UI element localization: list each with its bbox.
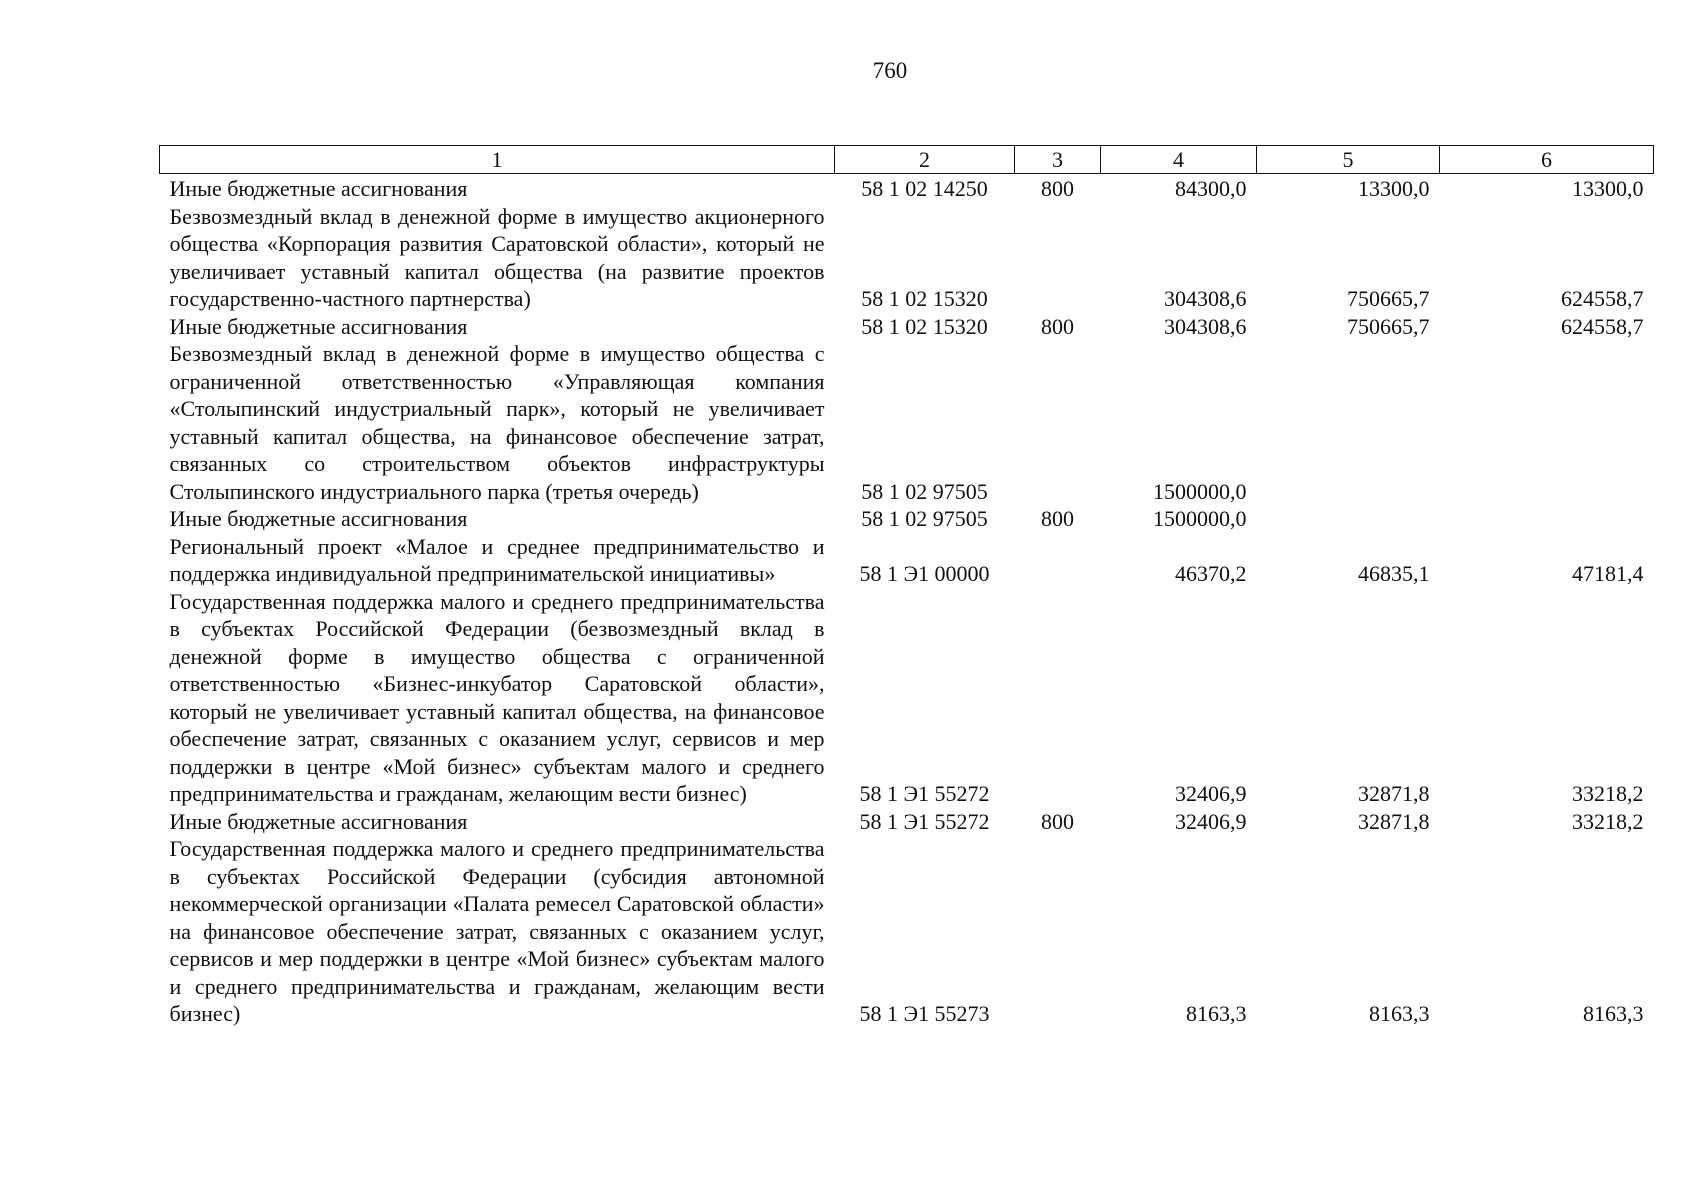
amount-year-1: 84300,0	[1175, 176, 1247, 201]
page-number: 760	[872, 58, 908, 83]
amount-year-1: 32406,9	[1175, 781, 1247, 806]
target-code: 58 1 02 15320	[861, 286, 988, 311]
row-name: Иные бюджетные ассигнования	[169, 313, 468, 339]
budget-table	[159, 145, 1654, 1028]
row-name: Региональный проект «Малое и среднее предпринимательство и поддержка индивидуальной предпринимательской инициативы»	[169, 533, 825, 586]
amount-year-3: 47181,4	[1572, 561, 1644, 586]
table-header-row	[160, 146, 1654, 174]
amount-year-3: 33218,2	[1572, 808, 1644, 834]
expense-type	[1015, 203, 1101, 313]
target-code: 58 1 02 15320	[861, 313, 988, 339]
expense-type	[1015, 533, 1101, 588]
amount-year-2: 46835,1	[1358, 561, 1430, 586]
row-name: Безвозмездный вклад в денежной форме в имущество акционерного общества «Корпорация развития Саратовской области», который не увеличивает уставный капитал общества (на развитие проектов государственно-частного партнерства)	[169, 203, 825, 311]
row-name: Государственная поддержка малого и среднего предпринимательства в субъектах Российской Федерации (безвозмездный вклад в денежной форме в имущество общества с ограниченной ответственностью «Бизнес-инкубатор Саратовской области», который не увеличивает уставный капитал общества, на финансовое обеспечение затрат, связанных с оказанием услуг, сервисов и мер поддержки в центре «Мой бизнес» субъектам малого и среднего предпринимательства и гражданам, желающим вести бизнес)	[169, 588, 825, 806]
amount-year-2	[1257, 505, 1440, 533]
amount-year-1: 1500000,0	[1153, 478, 1247, 504]
table-row	[160, 340, 1654, 505]
table-row	[160, 533, 1654, 588]
target-code: 58 1 Э1 55273	[859, 1001, 990, 1026]
amount-year-2: 13300,0	[1358, 176, 1430, 201]
amount-year-1: 8163,3	[1186, 1001, 1247, 1026]
target-code: 58 1 02 97505	[861, 506, 988, 531]
amount-year-3	[1440, 505, 1654, 533]
column-header: 5	[1257, 146, 1440, 174]
amount-year-3: 33218,2	[1572, 781, 1644, 806]
target-code: 58 1 Э1 55272	[859, 808, 990, 834]
amount-year-1: 46370,2	[1175, 561, 1247, 586]
column-header: 2	[835, 146, 1015, 174]
expense-type	[1015, 340, 1101, 505]
target-code: 58 1 02 14250	[861, 176, 988, 201]
target-code: 58 1 Э1 00000	[859, 561, 990, 586]
expense-type	[1015, 835, 1101, 1028]
table-row	[160, 313, 1654, 341]
amount-year-2: 8163,3	[1369, 1001, 1430, 1026]
amount-year-3: 8163,3	[1583, 1001, 1644, 1026]
amount-year-3: 13300,0	[1572, 176, 1644, 201]
column-header: 4	[1101, 146, 1257, 174]
column-header: 1	[160, 146, 835, 174]
amount-year-2	[1257, 340, 1440, 505]
table-row	[160, 808, 1654, 836]
amount-year-2: 32871,8	[1358, 781, 1430, 806]
expense-type: 800	[1041, 506, 1074, 531]
amount-year-1: 304308,6	[1164, 313, 1247, 339]
amount-year-3: 624558,7	[1561, 286, 1644, 311]
expense-type: 800	[1041, 176, 1074, 201]
row-name: Иные бюджетные ассигнования	[169, 506, 468, 531]
target-code: 58 1 02 97505	[861, 478, 988, 504]
row-name: Безвозмездный вклад в денежной форме в имущество общества с ограниченной ответственностью «Управляющая компания «Столыпинский индустриальный парк», который не увеличивает уставный капитал общества, на финансовое обеспечение затрат, связанных со строительством объектов инфраструктуры Столыпинского индустриального парка (третья очередь)	[169, 341, 825, 504]
amount-year-2: 750665,7	[1347, 286, 1430, 311]
row-name: Государственная поддержка малого и среднего предпринимательства в субъектах Российской Федерации (субсидия автономной некоммерческой организации «Палата ремесел Саратовской области» на финансовое обеспечение затрат, связанных с оказанием услуг, сервисов и мер поддержки в центре «Мой бизнес» субъектам малого и среднего предпринимательства и гражданам, желающим вести бизнес)	[169, 836, 825, 1026]
target-code: 58 1 Э1 55272	[859, 781, 990, 806]
row-name: Иные бюджетные ассигнования	[169, 176, 468, 201]
expense-type: 800	[1041, 808, 1074, 834]
table-row	[160, 174, 1654, 203]
amount-year-1: 304308,6	[1164, 286, 1247, 311]
table-row	[160, 588, 1654, 808]
amount-year-3	[1440, 340, 1654, 505]
expense-type: 800	[1041, 313, 1074, 339]
column-header: 6	[1440, 146, 1654, 174]
expense-type	[1015, 588, 1101, 808]
amount-year-1: 1500000,0	[1153, 506, 1247, 531]
amount-year-2: 32871,8	[1358, 808, 1430, 834]
table-row	[160, 203, 1654, 313]
row-name: Иные бюджетные ассигнования	[169, 808, 468, 834]
table-row	[160, 835, 1654, 1028]
amount-year-2: 750665,7	[1347, 313, 1430, 339]
column-header: 3	[1015, 146, 1101, 174]
amount-year-3: 624558,7	[1561, 313, 1644, 339]
table-row	[160, 505, 1654, 533]
amount-year-1: 32406,9	[1175, 808, 1247, 834]
